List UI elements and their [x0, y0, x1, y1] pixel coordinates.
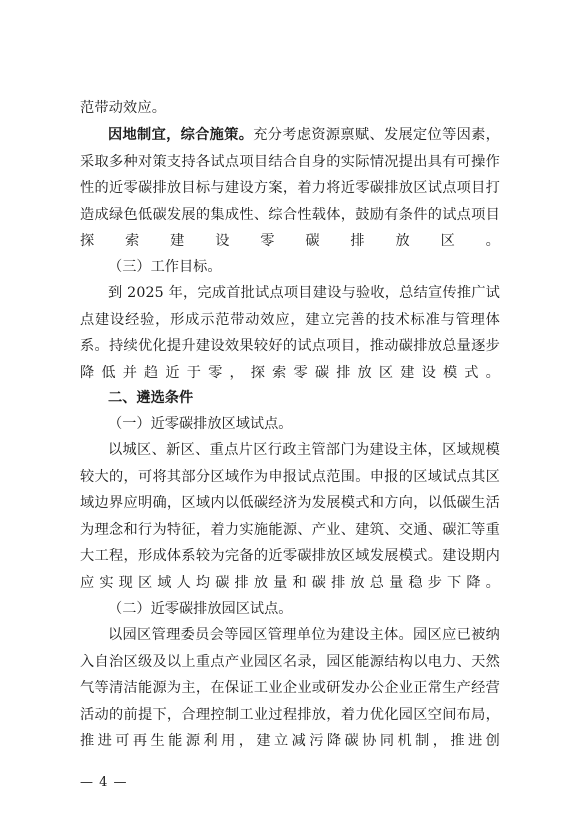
paragraph-work-goals: 到 2025 年，完成首批试点项目建设与验收，总结宣传推广试点建设经验，形成示范带动效应，建立完善的技术标准与管理体系。持续优化提升建设效果较好的试点项目，推动碳排放总量逐步降低并趋近于零，探索零碳排放区建设模式。 — [80, 285, 500, 381]
section-heading-selection: 二、遴选条件 — [108, 390, 194, 406]
subheading-work-goals: （三）工作目标。 — [108, 259, 222, 275]
paragraph-park-pilot: 以园区管理委员会等园区管理单位为建设主体。园区应已被纳入自治区级及以上重点产业园区名录，园区能源结构以电力、天然气等清洁能源为主，在保证工业企业或研发办公企业正常生产经营活动的前提下，合理控制工业过程排放，着力优化园区空间布局，推进可再生能源利用，建立减污降碳协同机制，推进创 — [80, 627, 500, 749]
subheading-regional-pilot: （一）近零碳排放区域试点。 — [108, 416, 293, 432]
principle-title: 因地制宜，综合施策。 — [108, 127, 254, 143]
page-number: — 4 — — [80, 775, 128, 790]
paragraph-principle — [80, 122, 500, 255]
paragraph-continuation: 范带动效应。 — [80, 100, 167, 116]
paragraph-regional-pilot: 以城区、新区、重点片区行政主管部门为建设主体，区域规模较大的，可将其部分区域作为申报试点范围。申报的区域试点其区域边界应明确，区域内以低碳经济为发展模式和方向，以低碳生活为理念和行为特征，着力实施能源、产业、建筑、交通、碳汇等重大工程，形成体系较为完备的近零碳排放区域发展模式。建设期内应实现区域人均碳排放量和碳排放总量稳步下降。 — [80, 442, 500, 591]
subheading-park-pilot: （二）近零碳排放园区试点。 — [108, 601, 293, 617]
principle-text: 充分考虑资源禀赋、发展定位等因素，采取多种对策支持各试点项目结合自身的实际情况提出具有可操作性的近零碳排放目标与建设方案，着力将近零碳排放区试点项目打造成绿色低碳发展的集成性、综合性载体，鼓励有条件的试点项目探索建设零碳排放区。 — [80, 127, 500, 249]
